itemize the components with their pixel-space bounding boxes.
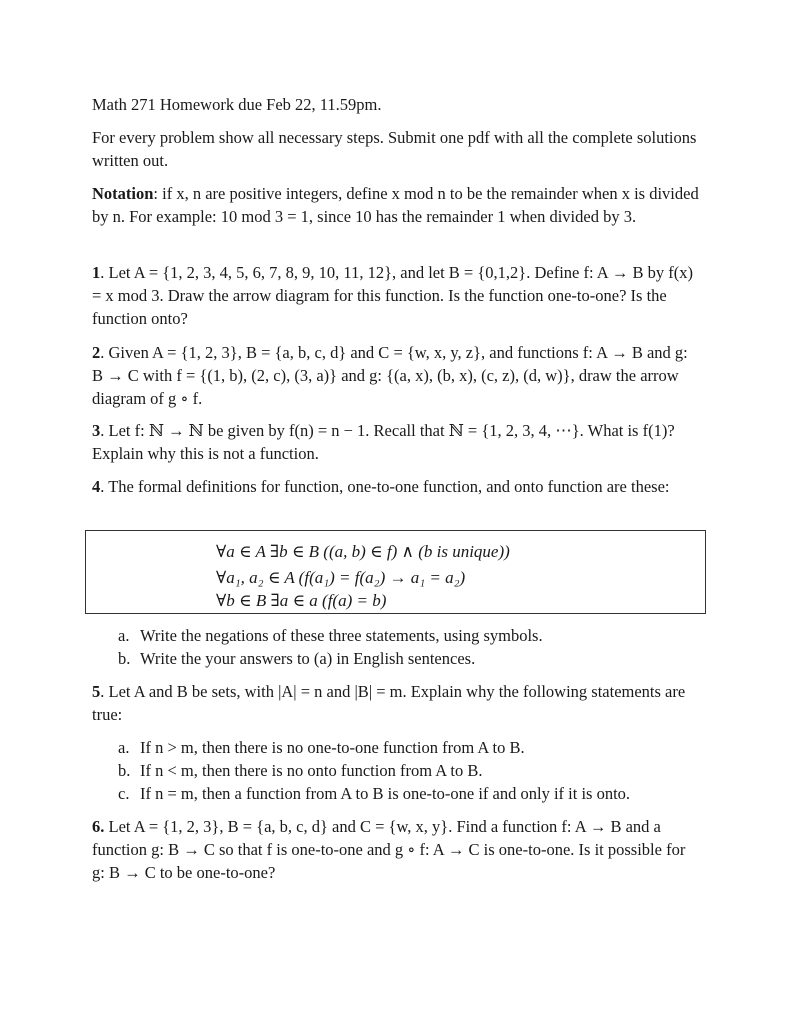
problem-1	[92, 261, 702, 330]
problem-text: . Let f: ℕ → ℕ be given by f(n) = n − 1. Recall that ℕ = {1, 2, 3, 4, ⋯}. What is f(1)? Explain why this is not a function.	[92, 421, 675, 463]
problem-number: 5	[92, 682, 101, 701]
problem-text: . Let A and B be sets, with |A| = n and |B| = m. Explain why the following statements are true:	[92, 682, 686, 724]
problem-text: . The formal definitions for function, one-to-one function, and onto function are these:	[100, 477, 670, 496]
list-item: c. If n = m, then a function from A to B is one-to-one if and only if it is onto.	[118, 784, 631, 803]
list-item: a. Write the negations of these three statements, using symbols.	[118, 626, 543, 645]
problem-number: 6.	[92, 817, 105, 836]
definitions-box	[85, 530, 706, 614]
problem-5	[92, 680, 702, 726]
list-item: b. Write the your answers to (a) in English sentences.	[118, 649, 476, 668]
function-definition-formula: ∀a ∈ A ∃b ∈ B ((a, b) ∈ f) ∧ (b is unique))	[216, 542, 510, 561]
notation-label: Notation	[92, 184, 154, 203]
one-to-one-definition-formula: ∀a₁, a₂ ∈ A (f(a₁) = f(a₂) → a₁ = a₂)	[216, 568, 466, 587]
problem-text: Let A = {1, 2, 3}, B = {a, b, c, d} and C = {w, x, y}. Find a function f: A → B and a function g: B → C so that f is one-to-one and g ∘ f: A → C is one-to-one. Is it possible for g: B → C to be one-to-one?	[92, 817, 686, 882]
problem-5-subitems	[118, 736, 708, 805]
notation-paragraph	[92, 182, 702, 228]
problem-text: . Given A = {1, 2, 3}, B = {a, b, c, d} and C = {w, x, y, z}, and functions f: A → B and g: B → C with f = {(1, b), (2, c), (3, a)} and g: {(a, x), (b, x), (c, z), (d, w)}, draw the arrow diagram of g ∘ f.	[92, 343, 688, 408]
notation-text: : if x, n are positive integers, define x mod n to be the remainder when x is divided by n. For example: 10 mod 3 = 1, since 10 has the remainder 1 when divided by 3.	[92, 184, 699, 226]
problem-6	[92, 815, 702, 884]
problem-number: 1	[92, 263, 101, 282]
onto-definition-formula: ∀b ∈ B ∃a ∈ a (f(a) = b)	[216, 591, 387, 610]
problem-2	[92, 341, 702, 410]
list-item: a. If n > m, then there is no one-to-one function from A to B.	[118, 738, 525, 757]
problem-4	[92, 475, 702, 498]
problem-number: 4	[92, 477, 101, 496]
instructions: For every problem show all necessary steps. Submit one pdf with all the complete solutions written out.	[92, 128, 697, 170]
problem-4-subitems	[118, 624, 708, 670]
page-header: Math 271 Homework due Feb 22, 11.59pm.	[92, 95, 382, 114]
problem-number: 2	[92, 343, 101, 362]
problem-3	[92, 419, 702, 465]
problem-number: 3	[92, 421, 101, 440]
problem-text: . Let A = {1, 2, 3, 4, 5, 6, 7, 8, 9, 10, 11, 12}, and let B = {0,1,2}. Define f: A → B by f(x) = x mod 3. Draw the arrow diagram for this function. Is the function one-to-one? Is the function onto?	[92, 263, 694, 328]
list-item: b. If n < m, then there is no onto function from A to B.	[118, 761, 483, 780]
